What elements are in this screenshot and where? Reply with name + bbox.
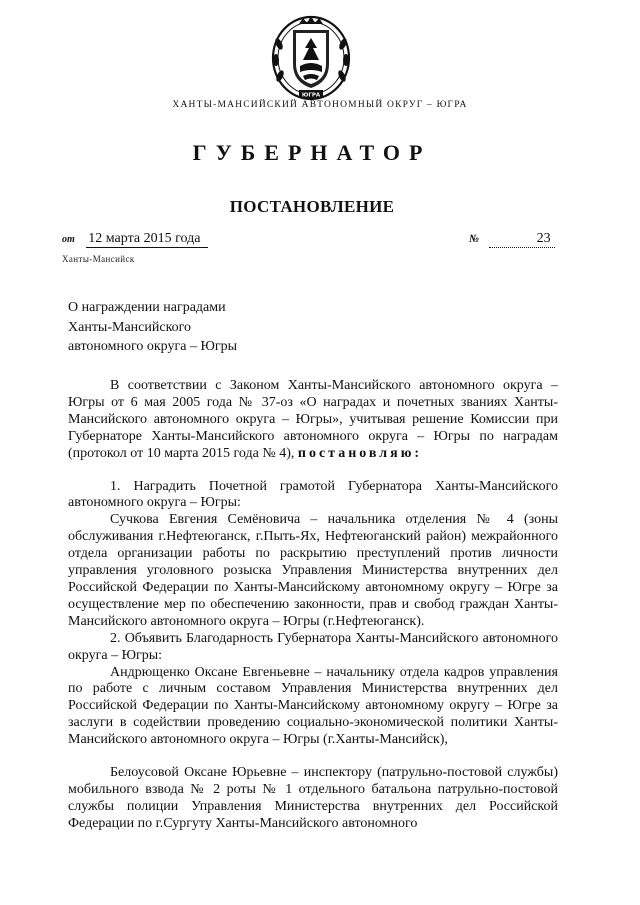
number-prefix: № [469, 233, 480, 245]
subject-line-3: автономного округа – Югры [68, 339, 237, 354]
awardee-2: Андрющенко Оксане Евгеньевне – начальнику отдела кадров управления по работе с личным составом Управления Министерства внутренних дел Российской Федерации по Ханты-Мансийскому автономному округу – Югре за заслуги в содействии проведению социально-экономической политики Ханты-Мансийского автономного округа – Югры (г.Ханты-Мансийск), [68, 664, 558, 748]
item-2: 2. Объявить Благодарность Губернатора Ханты-Мансийского автономного округа – Югры: [68, 630, 558, 663]
decree-title: ПОСТАНОВЛЕНИЕ [229, 197, 395, 216]
decree-date: 12 марта 2015 года [86, 231, 208, 248]
date-line [62, 231, 208, 248]
resolve-word: постановляю: [297, 445, 423, 461]
subject-line-2: Ханты-Мансийского [68, 319, 192, 335]
governor-title: ГУБЕРНАТОР [192, 140, 432, 165]
awardee-1: Сучкова Евгения Семёновича – начальника отделения № 4 (зоны обслуживания г.Нефтеюганск, г.Пыть-Ях, Нефтеюганский район) межрайонного отдела организации работы по раскрытию преступлений против личности управления уголовного розыска Управления Министерства внутренних дел Российской Федерации по Ханты-Мансийскому автономному округу – Югре за осуществление мер по обеспечению законности, прав и свобод граждан Ханты-Мансийского автономного округа – Югры (г.Нефтеюганск). [68, 512, 558, 629]
decree-subject [68, 298, 328, 357]
decree-body [68, 378, 558, 833]
date-prefix: от [62, 234, 75, 245]
awardee-3: Белоусовой Оксане Юрьевне – инспектору (патрульно-постовой службы) мобильного взвода № 2 роты № 1 отдельного батальона патрульно-постовой службы полиции Управления Министерства внутренних дел Российской Федерации по г.Сургуту Ханты-Мансийского автономного [68, 765, 558, 831]
decree-number: 23 [489, 231, 555, 248]
city-name: Ханты-Мансийск [62, 254, 135, 264]
region-title: ХАНТЫ-МАНСИЙСКИЙ АВТОНОМНЫЙ ОКРУГ – ЮГРА [172, 100, 468, 110]
preamble-paragraph [68, 378, 558, 463]
number-line [469, 231, 555, 248]
emblem-text: ЮГРА [301, 92, 321, 99]
subject-line-1: О награждении наградами [68, 300, 226, 315]
item-1: 1. Наградить Почетной грамотой Губернатора Ханты-Мансийского автономного округа – Югры: [68, 478, 558, 511]
preamble-text: В соответствии с Законом Ханты-Мансийского автономного округа – Югры от 6 мая 2005 года № 37-оз «О наградах и почетных званиях Ханты-Мансийского автономного округа – Югры», учитывая решение Комиссии при Губернаторе Ханты-Мансийского автономного округа – Югры по наградам (протокол от 10 марта 2015 года № 4), [68, 378, 558, 461]
coat-of-arms-icon [269, 14, 353, 104]
